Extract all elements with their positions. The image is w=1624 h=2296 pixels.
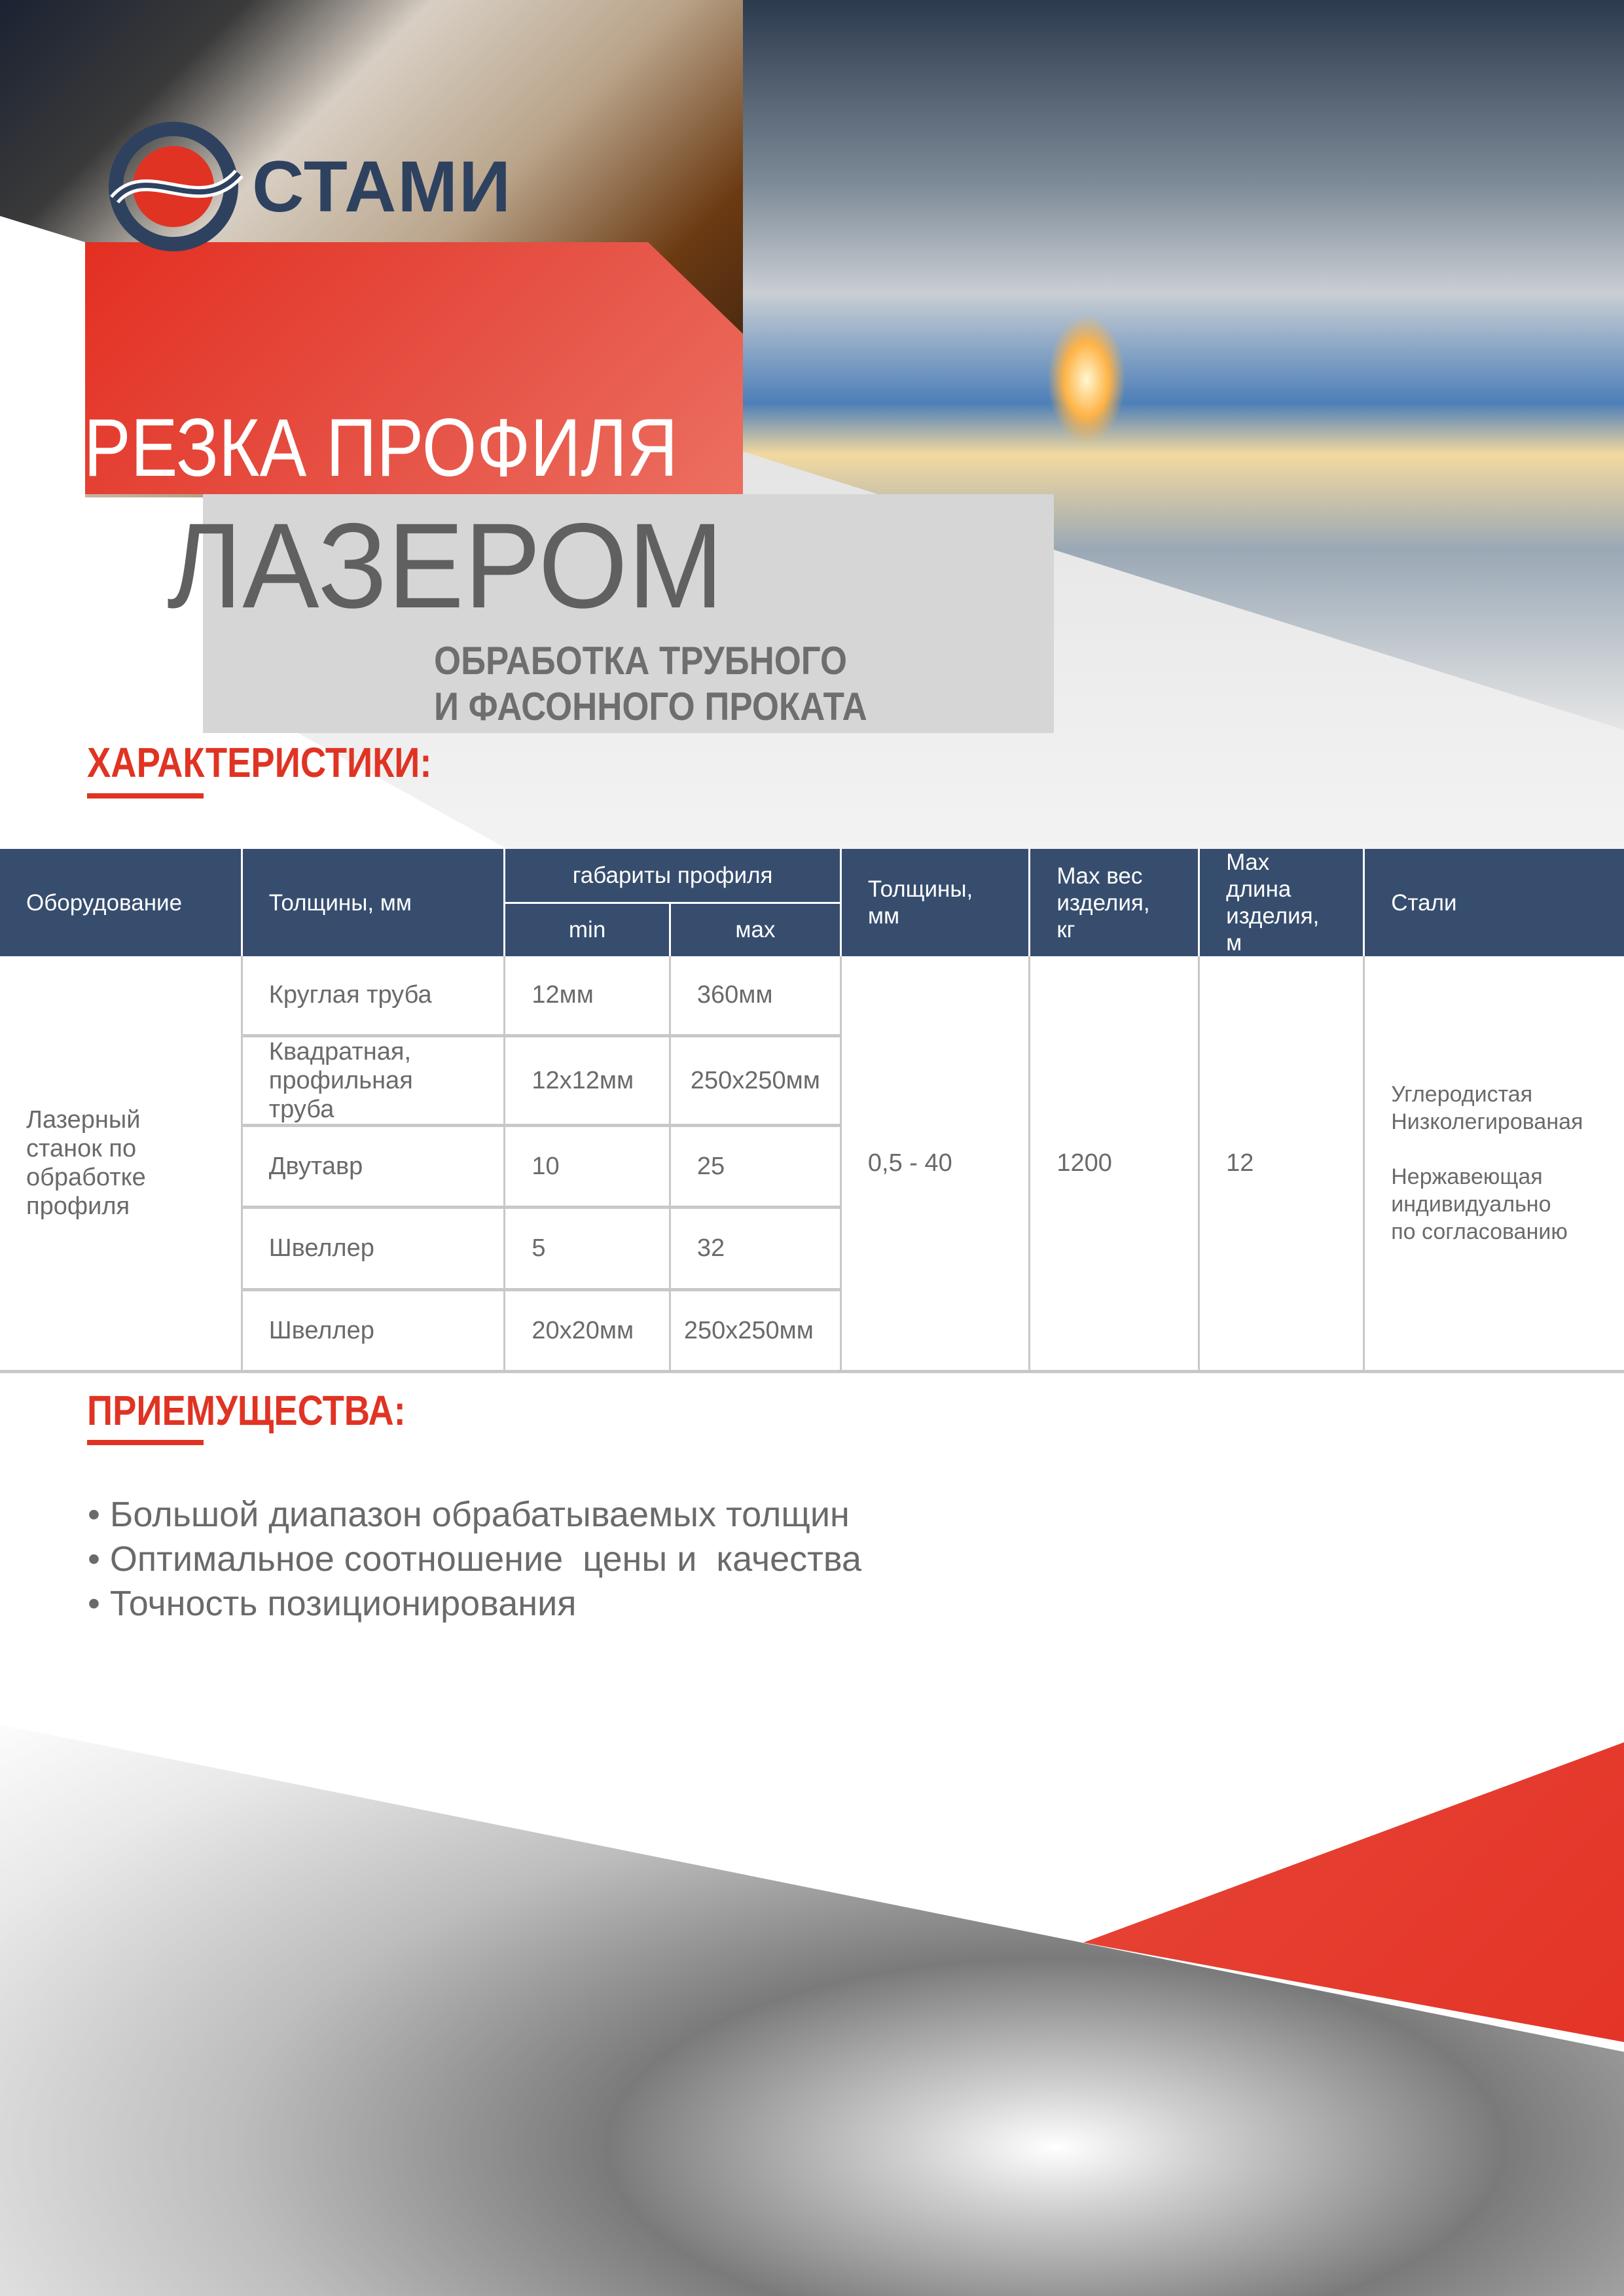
header-thickness: Толщины, мм (242, 849, 505, 956)
subtitle-line-1: ОБРАБОТКА ТРУБНОГО (434, 639, 848, 683)
header-max-length: Max длина изделия, м (1199, 849, 1364, 956)
steel-carbon: Углеродистая (1391, 1081, 1533, 1107)
list-item-text: Большой диапазон обрабатываемых толщин (109, 1495, 850, 1534)
subtitle-line-2: И ФАСОННОГО ПРОКАТА (434, 685, 867, 728)
specs-table (0, 849, 1624, 1373)
advantages-underline (87, 1440, 204, 1445)
profile-type: Швеллер (242, 1207, 505, 1289)
list-item: • Большой диапазон обрабатываемых толщин (88, 1495, 850, 1534)
profile-type: Двутавр (242, 1125, 505, 1207)
title-line-1: РЕЗКА ПРОФИЛЯ (84, 403, 678, 493)
steel-stainless: Нержавеющая (1391, 1164, 1543, 1189)
max-length: 12 (1199, 956, 1364, 1371)
profile-max: 360мм (670, 956, 840, 1035)
profile-type: Круглая труба (242, 956, 505, 1035)
steel-note-2: по согласованию (1391, 1219, 1568, 1244)
advantages-list (88, 1492, 861, 1626)
profile-type: Квадратная, профильная труба (242, 1035, 505, 1125)
laser-spark (1047, 314, 1126, 445)
list-item: • Точность позиционирования (88, 1584, 577, 1623)
profile-type: Швеллер (242, 1289, 505, 1371)
profile-max: 32 (670, 1207, 840, 1289)
advantages-heading: ПРИЕМУЩЕСТВА: (87, 1387, 406, 1434)
list-item: • Оптимальное соотношение цены и качества (88, 1539, 862, 1579)
logo (108, 121, 512, 252)
header-steels: Стали (1364, 849, 1624, 956)
profile-min: 12мм (505, 956, 670, 1035)
header-equipment: Оборудование (0, 849, 242, 956)
profile-min: 10 (505, 1125, 670, 1207)
profile-max: 250x250мм (670, 1289, 840, 1371)
equipment-cell: Лазерный станок по обработке профиля (0, 956, 242, 1371)
profile-max: 250x250мм (670, 1035, 840, 1125)
header-max: мах (670, 903, 840, 956)
max-weight: 1200 (1030, 956, 1199, 1371)
steels-cell (1364, 956, 1624, 1371)
steel-low-alloy: Низколегированая (1391, 1109, 1583, 1134)
profile-min: 12x12мм (505, 1035, 670, 1125)
specs-heading: ХАРАКТЕРИСТИКИ: (87, 739, 432, 786)
header-thickness-2: Толщины, мм (840, 849, 1029, 956)
bottom-laser-photo (0, 1702, 1624, 2296)
header-dims: габариты профиля (505, 849, 841, 903)
list-item-text: Оптимальное соотношение цены и качества (109, 1539, 862, 1579)
title-line-2: ЛАЗЕРОМ (167, 499, 724, 634)
list-item-text: Точность позиционирования (109, 1584, 577, 1623)
profile-min: 5 (505, 1207, 670, 1289)
subtitle (434, 638, 867, 730)
table-row (0, 956, 1624, 1035)
header-min: min (505, 903, 670, 956)
header-max-weight: Max вес изделия, кг (1030, 849, 1199, 956)
logo-icon (108, 121, 245, 252)
logo-text: СТАМИ (252, 146, 513, 227)
profile-min: 20x20мм (505, 1289, 670, 1371)
steel-note-1: индивидуально (1391, 1191, 1551, 1217)
thickness-range: 0,5 - 40 (840, 956, 1029, 1371)
profile-max: 25 (670, 1125, 840, 1207)
specs-underline (87, 793, 204, 798)
